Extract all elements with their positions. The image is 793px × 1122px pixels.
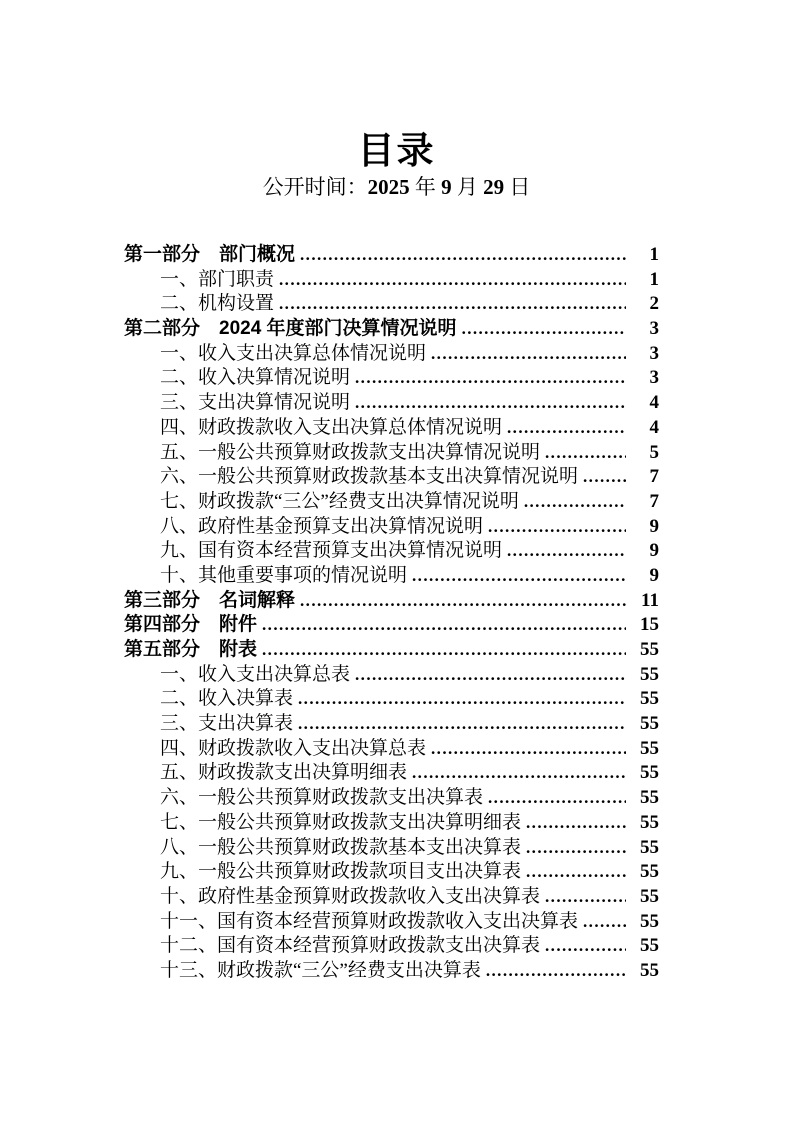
publish-label: 公开时间： (262, 175, 368, 199)
toc-entry (124, 441, 659, 466)
toc-leader-dots (545, 441, 626, 466)
toc-entry-page: 4 (649, 392, 659, 414)
toc-list (124, 243, 659, 984)
toc-entry-title: 第三部分 名词解释 (124, 589, 296, 611)
toc-entry-title: 第二部分 2024 年度部门决算情况说明 (124, 318, 457, 340)
toc-entry-title: 五、一般公共预算财政拨款支出决算情况说明 (160, 441, 541, 463)
toc-leader-dots (545, 885, 626, 910)
toc-entry (124, 836, 659, 861)
toc-entry-title: 四、财政拨款收入支出决算总体情况说明 (160, 416, 503, 438)
toc-leader-dots (355, 663, 626, 688)
toc-entry (124, 342, 659, 367)
toc-entry (124, 613, 659, 638)
toc-entry-title: 二、机构设置 (160, 293, 275, 315)
toc-entry-page: 5 (649, 441, 659, 463)
toc-entry-page: 55 (640, 836, 659, 858)
toc-leader-dots (583, 910, 626, 935)
toc-leader-dots (545, 934, 626, 959)
toc-entry-page: 7 (649, 490, 659, 512)
toc-entry-title: 九、一般公共预算财政拨款项目支出决算表 (160, 861, 522, 883)
toc-leader-dots (355, 391, 626, 416)
toc-leader-dots (488, 786, 626, 811)
toc-entry-page: 55 (640, 885, 659, 907)
toc-entry-page: 2 (649, 293, 659, 315)
toc-entry-title: 八、政府性基金预算支出决算情况说明 (160, 515, 484, 537)
toc-leader-dots (412, 761, 626, 786)
toc-entry-title: 六、一般公共预算财政拨款基本支出决算情况说明 (160, 466, 579, 488)
toc-leader-dots (583, 465, 626, 490)
toc-entry-title: 第一部分 部门概况 (124, 244, 296, 265)
toc-entry-title: 三、支出决算表 (160, 713, 294, 735)
toc-entry (124, 292, 659, 317)
publish-year: 2025 (367, 175, 410, 199)
toc-entry-title: 八、一般公共预算财政拨款基本支出决算表 (160, 836, 522, 858)
toc-entry-title: 十二、国有资本经营预算财政拨款支出决算表 (160, 935, 541, 957)
toc-entry (124, 416, 659, 441)
toc-entry (124, 959, 659, 984)
toc-entry-page: 55 (640, 639, 659, 660)
toc-entry-page: 3 (649, 342, 659, 364)
toc-entry-title: 第五部分 附表 (124, 639, 258, 660)
toc-entry-page: 1 (649, 268, 659, 290)
toc-entry-title: 七、财政拨款“三公”经费支出决算情况说明 (160, 490, 519, 512)
toc-leader-dots (262, 613, 626, 638)
toc-entry-page: 55 (640, 688, 659, 710)
toc-leader-dots (507, 539, 626, 564)
toc-entry (124, 786, 659, 811)
publish-year-unit: 年 (409, 175, 442, 199)
toc-entry (124, 687, 659, 712)
toc-entry-title: 四、财政拨款收入支出决算总表 (160, 737, 427, 759)
toc-entry (124, 811, 659, 836)
toc-leader-dots (431, 737, 626, 762)
toc-entry-title: 一、收入支出决算总表 (160, 663, 351, 685)
toc-entry-title: 六、一般公共预算财政拨款支出决算表 (160, 787, 484, 809)
toc-entry-page: 4 (649, 416, 659, 438)
toc-entry (124, 910, 659, 935)
toc-entry (124, 564, 659, 589)
toc-entry (124, 366, 659, 391)
toc-entry-title: 二、收入决算表 (160, 688, 294, 710)
toc-entry (124, 860, 659, 885)
toc-entry-page: 11 (641, 589, 659, 611)
toc-leader-dots (279, 268, 626, 293)
toc-leader-dots (462, 317, 626, 342)
toc-entry (124, 638, 659, 663)
toc-entry-title: 一、收入支出决算总体情况说明 (160, 342, 427, 364)
toc-leader-dots (507, 416, 626, 441)
toc-entry (124, 515, 659, 540)
toc-leader-dots (526, 811, 626, 836)
toc-entry-page: 15 (640, 614, 659, 636)
toc-entry-page: 55 (640, 713, 659, 735)
toc-entry-page: 1 (649, 244, 659, 265)
toc-entry-page: 55 (640, 787, 659, 809)
toc-entry-page: 55 (640, 935, 659, 957)
toc-entry (124, 934, 659, 959)
toc-leader-dots (355, 366, 626, 391)
toc-entry (124, 490, 659, 515)
publish-date-line (0, 174, 793, 201)
toc-entry-page: 9 (649, 540, 659, 562)
toc-entry (124, 391, 659, 416)
toc-entry (124, 761, 659, 786)
toc-entry (124, 539, 659, 564)
toc-entry-page: 3 (649, 367, 659, 389)
toc-entry (124, 589, 659, 614)
toc-entry-page: 55 (640, 811, 659, 833)
toc-entry-title: 十一、国有资本经营预算财政拨款收入支出决算表 (160, 910, 579, 932)
toc-leader-dots (279, 292, 626, 317)
toc-leader-dots (526, 836, 626, 861)
toc-entry-page: 9 (649, 515, 659, 537)
toc-entry-title: 一、部门职责 (160, 268, 275, 290)
toc-entry-title: 第四部分 附件 (124, 614, 258, 636)
toc-entry (124, 317, 659, 342)
toc-leader-dots (488, 515, 626, 540)
toc-entry-page: 7 (649, 466, 659, 488)
toc-entry (124, 737, 659, 762)
toc-entry (124, 465, 659, 490)
toc-entry-page: 55 (640, 861, 659, 883)
toc-leader-dots (526, 860, 626, 885)
toc-entry (124, 243, 659, 268)
toc-entry (124, 268, 659, 293)
page-title: 目录 (357, 130, 436, 171)
toc-leader-dots (412, 564, 626, 589)
publish-month: 9 (441, 175, 452, 199)
toc-entry-title: 十、政府性基金预算财政拨款收入支出决算表 (160, 885, 541, 907)
toc-entry (124, 663, 659, 688)
toc-leader-dots (262, 638, 626, 663)
publish-day-unit: 日 (504, 175, 531, 199)
toc-leader-dots (298, 712, 626, 737)
toc-entry-page: 55 (640, 737, 659, 759)
toc-entry-page: 55 (640, 663, 659, 685)
toc-entry-page: 9 (649, 564, 659, 586)
toc-entry-page: 55 (640, 959, 659, 981)
toc-leader-dots (431, 342, 626, 367)
toc-leader-dots (300, 243, 626, 268)
toc-entry (124, 885, 659, 910)
toc-leader-dots (524, 490, 626, 515)
toc-entry-title: 十三、财政拨款“三公”经费支出决算表 (160, 959, 481, 981)
publish-month-unit: 月 (451, 175, 484, 199)
toc-leader-dots (298, 687, 626, 712)
toc-entry (124, 712, 659, 737)
toc-entry-title: 七、一般公共预算财政拨款支出决算明细表 (160, 811, 522, 833)
toc-entry-page: 55 (640, 762, 659, 784)
toc-entry-title: 三、支出决算情况说明 (160, 392, 351, 414)
toc-entry-title: 十、其他重要事项的情况说明 (160, 564, 408, 586)
toc-leader-dots (300, 589, 626, 614)
toc-entry-title: 二、收入决算情况说明 (160, 367, 351, 389)
toc-entry-title: 九、国有资本经营预算支出决算情况说明 (160, 540, 503, 562)
toc-entry-page: 55 (640, 910, 659, 932)
toc-entry-page: 3 (649, 318, 659, 340)
toc-leader-dots (486, 959, 626, 984)
toc-entry-title: 五、财政拨款支出决算明细表 (160, 762, 408, 784)
publish-day: 29 (483, 175, 505, 199)
